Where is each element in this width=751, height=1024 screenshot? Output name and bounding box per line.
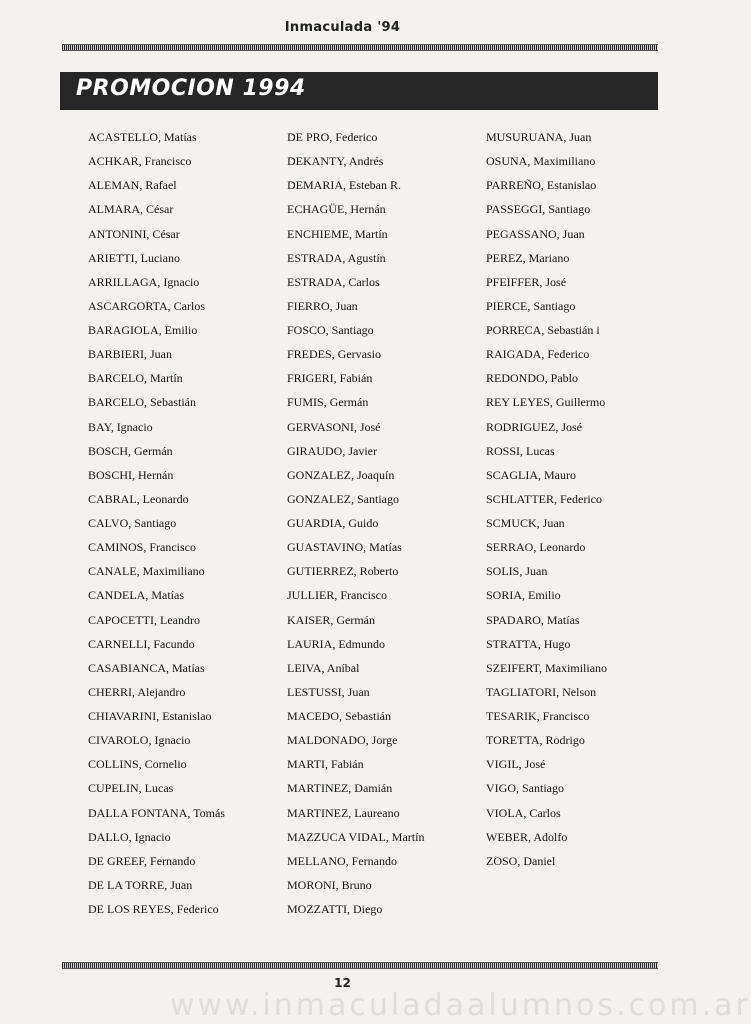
list-item: TESARIK, Francisco xyxy=(486,709,590,723)
list-item: DALLO, Ignacio xyxy=(88,829,171,844)
list-item: ALMARA, César xyxy=(88,202,174,217)
list-item: GONZALEZ, Santiago xyxy=(287,491,399,506)
list-item: FIERRO, Juan xyxy=(287,298,358,313)
list-item: PASSEGGI, Santiago xyxy=(486,202,591,217)
list-item: COLLINS, Cornelio xyxy=(88,757,187,772)
list-item: ACHKAR, Francisco xyxy=(88,154,192,169)
list-item: BARCELO, Martín xyxy=(88,371,183,386)
list-item: SCAGLIA, Mauro xyxy=(486,467,576,482)
list-item: PEREZ, Mariano xyxy=(486,250,570,265)
list-item: CAPOCETTI, Leandro xyxy=(88,612,200,627)
list-item: DE LA TORRE, Juan xyxy=(88,877,193,892)
name-column-2 xyxy=(287,128,486,924)
list-item: GUARDIA, Guido xyxy=(287,516,379,530)
list-item: PEGASSANO, Juan xyxy=(486,226,585,241)
list-item: ESTRADA, Agustín xyxy=(287,250,386,265)
list-item: CHERRI, Alejandro xyxy=(88,684,186,699)
list-item: VIGO, Santiago xyxy=(486,781,564,796)
list-item: PORRECA, Sebastián i xyxy=(486,323,600,337)
list-item: TAGLIATORI, Nelson xyxy=(486,684,597,699)
list-item: DE LOS REYES, Federico xyxy=(88,902,219,916)
bottom-rule xyxy=(62,962,658,969)
list-item: ACASTELLO, Matías xyxy=(88,130,197,144)
list-item: STRATTA, Hugo xyxy=(486,636,571,651)
list-item: FRIGERI, Fabián xyxy=(287,371,373,386)
list-item: LAURIA, Edmundo xyxy=(287,636,385,651)
list-item: PIERCE, Santiago xyxy=(486,298,576,313)
list-item: LESTUSSI, Juan xyxy=(287,684,370,699)
list-item: ARIETTI, Luciano xyxy=(88,250,180,265)
section-banner xyxy=(60,72,658,110)
list-item: MOZZATTI, Diego xyxy=(287,902,383,916)
list-item: FUMIS, Germán xyxy=(287,395,369,410)
list-item: ASCARGORTA, Carlos xyxy=(88,298,205,313)
list-item: SORIA, Emilio xyxy=(486,588,561,603)
list-item: ROSSI, Lucas xyxy=(486,443,555,458)
list-item: DALLA FONTANA, Tomás xyxy=(88,805,225,820)
list-item: MAZZUCA VIDAL, Martín xyxy=(287,829,425,844)
list-item: BARAGIOLA, Emilio xyxy=(88,323,198,337)
list-item: MELLANO, Fernando xyxy=(287,853,397,868)
list-item: LEIVA, Aníbal xyxy=(287,660,360,675)
list-item: CABRAL, Leonardo xyxy=(88,491,189,506)
list-item: SOLIS, Juan xyxy=(486,564,548,579)
list-item: SCMUCK, Juan xyxy=(486,516,565,530)
list-item: MALDONADO, Jorge xyxy=(287,733,398,748)
list-item: VIOLA, Carlos xyxy=(486,805,561,820)
list-item: GUASTAVINO, Matías xyxy=(287,540,402,555)
list-item: SERRAO, Leonardo xyxy=(486,540,586,555)
list-item: BAY, Ignacio xyxy=(88,419,153,434)
list-item: ANTONINI, César xyxy=(88,226,180,241)
list-item: DE PRO, Federico xyxy=(287,130,378,144)
list-item: BARCELO, Sebastián xyxy=(88,395,196,410)
list-item: CIVAROLO, Ignacio xyxy=(88,733,191,748)
list-item: DEKANTY, Andrés xyxy=(287,154,384,169)
list-item: ALEMAN, Rafael xyxy=(88,178,177,193)
list-item: ESTRADA, Carlos xyxy=(287,274,380,289)
page-number: 12 xyxy=(334,976,351,990)
list-item: SPADARO, Matías xyxy=(486,612,580,627)
list-item: CANALE, Maximiliano xyxy=(88,564,205,579)
section-title: PROMOCION 1994 xyxy=(76,76,306,101)
name-columns xyxy=(88,128,685,924)
list-item: OSUNA, Maximiliano xyxy=(486,154,596,169)
list-item: KAISER, Germán xyxy=(287,612,375,627)
list-item: ECHAGÜE, Hernán xyxy=(287,202,386,217)
list-item: MACEDO, Sebastián xyxy=(287,709,391,723)
list-item: CHIAVARINI, Estanislao xyxy=(88,709,212,723)
list-item: MUSURUANA, Juan xyxy=(486,130,592,144)
list-item: GERVASONI, José xyxy=(287,419,381,434)
list-item: CANDELA, Matías xyxy=(88,588,184,603)
list-item: RODRIGUEZ, José xyxy=(486,419,582,434)
list-item: MARTI, Fabián xyxy=(287,757,364,772)
list-item: BOSCHI, Hernán xyxy=(88,467,174,482)
list-item: BARBIERI, Juan xyxy=(88,347,172,362)
list-item: ZOSO, Daniel xyxy=(486,853,556,868)
top-rule xyxy=(62,44,658,51)
list-item: MARTINEZ, Damián xyxy=(287,781,393,796)
list-item: SCHLATTER, Federico xyxy=(486,491,602,506)
list-item: MARTINEZ, Laureano xyxy=(287,805,400,820)
name-column-3 xyxy=(486,128,685,924)
list-item: JULLIER, Francisco xyxy=(287,588,387,603)
list-item: DEMARIA, Esteban R. xyxy=(287,178,401,193)
list-item: REDONDO, Pablo xyxy=(486,371,578,386)
list-item: DE GREEF, Fernando xyxy=(88,853,196,868)
list-item: ARRILLAGA, Ignacio xyxy=(88,274,200,289)
list-item: ENCHIEME, Martín xyxy=(287,226,388,241)
list-item: WEBER, Adolfo xyxy=(486,829,568,844)
list-item: MORONI, Bruno xyxy=(287,877,372,892)
list-item: BOSCH, Germán xyxy=(88,443,173,458)
list-item: PFEIFFER, José xyxy=(486,274,567,289)
list-item: REY LEYES, Guillermo xyxy=(486,395,606,410)
list-item: SZEIFERT, Maximiliano xyxy=(486,660,608,675)
name-column-1 xyxy=(88,128,287,924)
list-item: GIRAUDO, Javier xyxy=(287,443,377,458)
list-item: FOSCO, Santiago xyxy=(287,323,374,337)
list-item: FREDES, Gervasio xyxy=(287,347,381,362)
list-item: CARNELLI, Facundo xyxy=(88,636,195,651)
list-item: TORETTA, Rodrigo xyxy=(486,733,585,748)
list-item: VIGIL, José xyxy=(486,757,546,772)
list-item: GUTIERREZ, Roberto xyxy=(287,564,399,579)
list-item: GONZALEZ, Joaquín xyxy=(287,467,395,482)
list-item: PARREÑO, Estanislao xyxy=(486,178,597,193)
list-item: RAIGADA, Federico xyxy=(486,347,590,362)
list-item: CASABIANCA, Matías xyxy=(88,660,205,675)
running-title: Inmaculada '94 xyxy=(284,20,401,35)
list-item: CALVO, Santiago xyxy=(88,516,177,530)
list-item: CUPELIN, Lucas xyxy=(88,781,174,796)
watermark-text: www.inmaculadaalumnos.com.ar xyxy=(170,988,751,1023)
list-item: CAMINOS, Francisco xyxy=(88,540,196,555)
